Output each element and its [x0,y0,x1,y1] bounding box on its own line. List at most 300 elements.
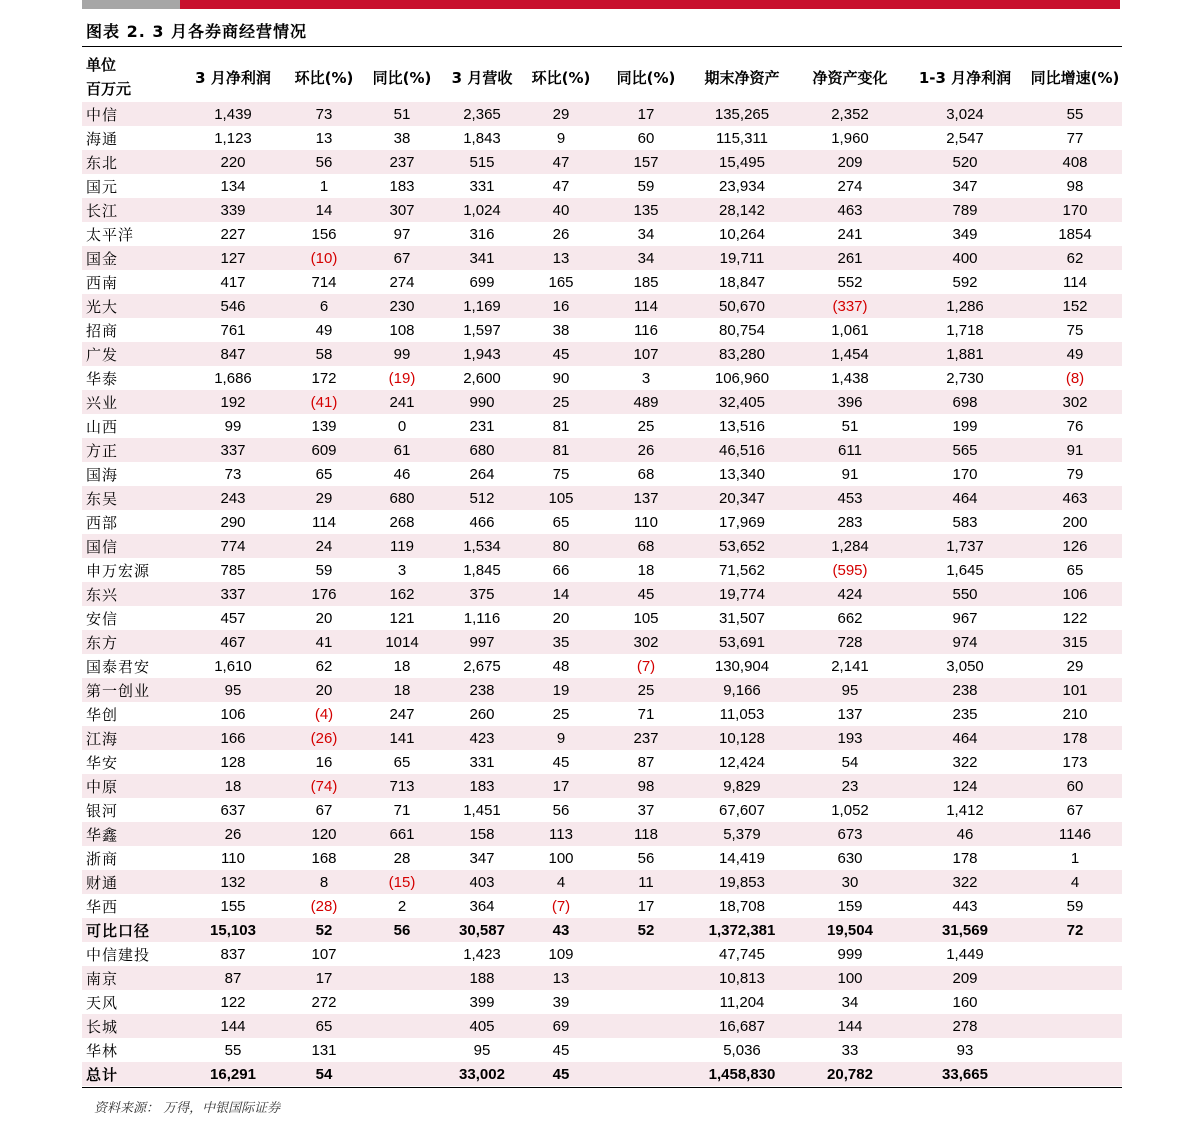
table-cell: 47,745 [686,942,798,966]
table-cell: 290 [174,510,292,534]
column-header: 环比(%) [531,68,591,87]
table-row [82,198,1122,222]
table-cell: 98 [606,774,686,798]
table-cell: 1,597 [448,318,516,342]
table-cell: 48 [516,654,606,678]
table-cell: 90 [516,366,606,390]
table-cell: 65 [292,1014,356,1038]
table-cell: 260 [448,702,516,726]
table-cell: 489 [606,390,686,414]
table-cell: 16 [292,750,356,774]
table-cell: 967 [902,606,1028,630]
table-cell: 337 [174,582,292,606]
table-cell: 170 [1028,198,1122,222]
table-row [82,990,1122,1014]
table-cell: 75 [1028,318,1122,342]
table-cell: 16,687 [686,1014,798,1038]
table-cell: 227 [174,222,292,246]
table-cell: 157 [606,150,686,174]
table-cell: 28,142 [686,198,798,222]
table-cell [356,1014,448,1038]
source-note: 资料来源： 万得，中银国际证券 [94,1101,281,1116]
table-cell: 10,813 [686,966,798,990]
table-cell: 9,829 [686,774,798,798]
broker-name: 国海 [82,462,174,486]
table-cell: 18 [174,774,292,798]
broker-name: 中信建投 [82,942,174,966]
broker-name: 光大 [82,294,174,318]
table-cell: 13 [516,966,606,990]
broker-name: 兴业 [82,390,174,414]
table-cell: 122 [174,990,292,1014]
table-cell: 67 [356,246,448,270]
table-cell: 15,103 [174,918,292,942]
table-cell: 467 [174,630,292,654]
table-cell: 113 [516,822,606,846]
table-row [82,726,1122,750]
table-cell: 662 [798,606,902,630]
table-cell: 331 [448,174,516,198]
broker-name: 华林 [82,1038,174,1062]
table-cell: (10) [292,246,356,270]
table-cell: 20,782 [798,1062,902,1086]
table-cell: 81 [516,414,606,438]
table-cell: 210 [1028,702,1122,726]
table-cell: 65 [356,750,448,774]
table-cell: 144 [798,1014,902,1038]
table-cell [1028,942,1122,966]
table-cell: 79 [1028,462,1122,486]
table-cell: 999 [798,942,902,966]
table-cell: 399 [448,990,516,1014]
table-cell: 83,280 [686,342,798,366]
table-cell: 45 [516,342,606,366]
broker-name: 山西 [82,414,174,438]
table-cell: 193 [798,726,902,750]
table-cell: 512 [448,486,516,510]
table-cell: 699 [448,270,516,294]
table-cell: 761 [174,318,292,342]
table-cell: 630 [798,846,902,870]
table-cell: 680 [448,438,516,462]
table-cell: 93 [902,1038,1028,1062]
bottom-rule [82,1087,1122,1088]
table-cell: 192 [174,390,292,414]
table-cell [606,942,686,966]
table-row [82,150,1122,174]
table-cell: 56 [356,918,448,942]
table-cell: 237 [356,150,448,174]
table-cell: 69 [516,1014,606,1038]
table-cell: 80 [516,534,606,558]
table-cell: 53,691 [686,630,798,654]
table-cell: 25 [516,390,606,414]
table-cell: 152 [1028,294,1122,318]
table-cell: 135 [606,198,686,222]
table-cell: 8 [292,870,356,894]
table-cell: 45 [516,1038,606,1062]
table-cell: 546 [174,294,292,318]
table-cell: 18 [606,558,686,582]
broker-name: 华安 [82,750,174,774]
table-cell: 637 [174,798,292,822]
table-cell: 87 [174,966,292,990]
table-cell: (28) [292,894,356,918]
table-cell: 188 [448,966,516,990]
table-cell: 341 [448,246,516,270]
table-cell: 1,116 [448,606,516,630]
table-cell: 183 [448,774,516,798]
broker-name: 华鑫 [82,822,174,846]
table-cell: (74) [292,774,356,798]
table-cell: 237 [606,726,686,750]
table-cell: 139 [292,414,356,438]
table-cell: 110 [174,846,292,870]
table-cell: 19,711 [686,246,798,270]
table-cell: 13 [516,246,606,270]
table-cell: 73 [292,102,356,126]
column-header: 同比(%) [372,68,432,87]
table-cell: 24 [292,534,356,558]
table-cell: 1,718 [902,318,1028,342]
table-cell: 53,652 [686,534,798,558]
table-cell: 172 [292,366,356,390]
table-cell: 31,569 [902,918,1028,942]
table-cell: 12,424 [686,750,798,774]
table-cell: 29 [292,486,356,510]
table-cell: 106 [1028,582,1122,606]
table-cell: 464 [902,486,1028,510]
table-cell: 20 [516,606,606,630]
table-cell: 45 [606,582,686,606]
table-cell: 1,737 [902,534,1028,558]
table-cell: 408 [1028,150,1122,174]
table-cell: 1,451 [448,798,516,822]
column-header: 期末净资产 [704,68,780,87]
table-cell [1028,1014,1122,1038]
broker-name: 东北 [82,150,174,174]
table-cell: 50,670 [686,294,798,318]
table-cell: 453 [798,486,902,510]
table-cell: 238 [448,678,516,702]
table-cell [356,990,448,1014]
broker-name: 华创 [82,702,174,726]
table-row [82,966,1122,990]
table-cell: 39 [516,990,606,1014]
table-cell: 100 [516,846,606,870]
table-cell: 698 [902,390,1028,414]
table-cell: 520 [902,150,1028,174]
table-cell [1028,966,1122,990]
table-cell: 65 [516,510,606,534]
table-cell: 38 [356,126,448,150]
table-cell: (7) [606,654,686,678]
table-row [82,462,1122,486]
table-cell: 46 [356,462,448,486]
table-cell: 1,052 [798,798,902,822]
table-row [82,390,1122,414]
table-cell: 337 [174,438,292,462]
table-cell: 118 [606,822,686,846]
table-cell: 283 [798,510,902,534]
table-cell: 32,405 [686,390,798,414]
table-cell: 14 [516,582,606,606]
table-row [82,222,1122,246]
header-unit: 单位 百万元 [86,56,132,98]
table-cell: 5,379 [686,822,798,846]
table-cell: 1,458,830 [686,1062,798,1086]
table-cell: 178 [902,846,1028,870]
table-cell: 18,847 [686,270,798,294]
table-cell: 121 [356,606,448,630]
table-cell: 11 [606,870,686,894]
table-cell [1028,990,1122,1014]
table-row [82,270,1122,294]
table-cell: 316 [448,222,516,246]
table-row [82,438,1122,462]
table-cell: 443 [902,894,1028,918]
table-cell: 1,881 [902,342,1028,366]
table-cell: 347 [902,174,1028,198]
table-cell: 33,002 [448,1062,516,1086]
broker-name: 西南 [82,270,174,294]
table-row [82,318,1122,342]
table-cell: 1 [292,174,356,198]
table-cell: 11,204 [686,990,798,1014]
table-cell: 131 [292,1038,356,1062]
table-cell: 52 [606,918,686,942]
table-cell: (8) [1028,366,1122,390]
table-cell: 132 [174,870,292,894]
table-cell: 159 [798,894,902,918]
table-cell: 714 [292,270,356,294]
table-cell: 13,340 [686,462,798,486]
broker-name: 安信 [82,606,174,630]
table-cell: (7) [516,894,606,918]
table-cell: 28 [356,846,448,870]
table-cell: 1,372,381 [686,918,798,942]
table-cell: 110 [606,510,686,534]
table-cell: 552 [798,270,902,294]
table-cell: 100 [798,966,902,990]
table-cell: 176 [292,582,356,606]
table-cell: 120 [292,822,356,846]
table-row [82,822,1122,846]
table-cell: 71 [606,702,686,726]
table-cell: 135,265 [686,102,798,126]
table-row [82,606,1122,630]
table-cell: 156 [292,222,356,246]
table-cell: 80,754 [686,318,798,342]
table-cell: 173 [1028,750,1122,774]
table-cell: 51 [356,102,448,126]
table-cell: 274 [356,270,448,294]
table-cell: 1,061 [798,318,902,342]
table-cell: 34 [606,246,686,270]
table-cell: 1,169 [448,294,516,318]
table-cell: 241 [356,390,448,414]
table-cell: 728 [798,630,902,654]
broker-name: 总计 [82,1062,174,1086]
table-cell: 1854 [1028,222,1122,246]
table-cell: 1,423 [448,942,516,966]
table-row [82,582,1122,606]
broker-name: 中原 [82,774,174,798]
broker-name: 天风 [82,990,174,1014]
table-cell: 183 [356,174,448,198]
table-cell: (15) [356,870,448,894]
table-cell: 46 [902,822,1028,846]
broker-name: 江海 [82,726,174,750]
table-cell: 515 [448,150,516,174]
table-cell: 17 [606,894,686,918]
table-cell: 789 [902,198,1028,222]
table-cell: 122 [1028,606,1122,630]
table-cell: 56 [516,798,606,822]
table-cell: 17 [292,966,356,990]
table-cell: 322 [902,750,1028,774]
column-header: 3 月净利润 [195,68,271,87]
table-cell: 2,675 [448,654,516,678]
table-cell: 4 [516,870,606,894]
table-cell: 565 [902,438,1028,462]
table-cell: 18 [356,654,448,678]
table-cell: 247 [356,702,448,726]
table-cell: 997 [448,630,516,654]
table-cell: 59 [1028,894,1122,918]
table-cell: 26 [174,822,292,846]
table-cell: 1,686 [174,366,292,390]
table-cell: 14,419 [686,846,798,870]
broker-name: 太平洋 [82,222,174,246]
broker-name: 方正 [82,438,174,462]
column-header: 同比增速(%) [1030,68,1120,87]
table-cell: 10,264 [686,222,798,246]
table-cell: 52 [292,918,356,942]
table-cell: 274 [798,174,902,198]
table-cell: 47 [516,150,606,174]
table-cell: 231 [448,414,516,438]
table-cell: 18 [356,678,448,702]
table-cell: 158 [448,822,516,846]
table-cell: 990 [448,390,516,414]
table-cell: 25 [606,678,686,702]
table-cell: 75 [516,462,606,486]
table-cell: 339 [174,198,292,222]
table-cell: 30 [798,870,902,894]
table-cell [356,966,448,990]
broker-name: 东吴 [82,486,174,510]
table-cell: 126 [1028,534,1122,558]
table-cell: 124 [902,774,1028,798]
broker-name: 国信 [82,534,174,558]
table-cell: 46,516 [686,438,798,462]
table-cell: 592 [902,270,1028,294]
table-cell: 4 [1028,870,1122,894]
table-row [82,654,1122,678]
table-cell: 31,507 [686,606,798,630]
table-cell: 847 [174,342,292,366]
table-row [82,294,1122,318]
table-cell: 2,352 [798,102,902,126]
table-cell: 95 [448,1038,516,1062]
table-cell: 1,645 [902,558,1028,582]
table-cell: 673 [798,822,902,846]
table-row [82,126,1122,150]
table-cell: 20,347 [686,486,798,510]
table-cell: 364 [448,894,516,918]
table-cell: 261 [798,246,902,270]
table-cell: 162 [356,582,448,606]
table-cell: 114 [1028,270,1122,294]
table-cell: 60 [1028,774,1122,798]
table-cell: 41 [292,630,356,654]
table-cell: 1,024 [448,198,516,222]
table-cell: 423 [448,726,516,750]
table-cell: 170 [902,462,1028,486]
table-cell: 1,438 [798,366,902,390]
table-cell: 713 [356,774,448,798]
table-cell: 19,774 [686,582,798,606]
table-cell [606,1038,686,1062]
table-cell: 141 [356,726,448,750]
table-cell: 347 [448,846,516,870]
table-cell [606,990,686,1014]
table-cell: 160 [902,990,1028,1014]
broker-name: 中信 [82,102,174,126]
table-cell: 185 [606,270,686,294]
table-row [82,702,1122,726]
table-cell: 3,024 [902,102,1028,126]
table-cell: 99 [174,414,292,438]
table-cell: 241 [798,222,902,246]
table-cell: 37 [606,798,686,822]
table-cell: 99 [356,342,448,366]
table-cell: 302 [1028,390,1122,414]
table-cell: 464 [902,726,1028,750]
table-cell: 1 [1028,846,1122,870]
table-cell: 65 [292,462,356,486]
table-cell: 73 [174,462,292,486]
table-cell: 71 [356,798,448,822]
table-row [82,1014,1122,1038]
table-cell: 144 [174,1014,292,1038]
table-cell: 55 [1028,102,1122,126]
table-cell: 238 [902,678,1028,702]
table-cell: 1,412 [902,798,1028,822]
table-cell: 130,904 [686,654,798,678]
table-cell: 47 [516,174,606,198]
header-bar-red [180,0,1120,9]
broker-name: 长城 [82,1014,174,1038]
table-cell: 18,708 [686,894,798,918]
table-cell: 45 [516,750,606,774]
broker-name: 国金 [82,246,174,270]
table-row [82,846,1122,870]
table-cell: 77 [1028,126,1122,150]
table-cell [606,1062,686,1086]
table-cell: 1,943 [448,342,516,366]
table-cell: 62 [292,654,356,678]
table-cell: 20 [292,678,356,702]
table-cell [1028,1062,1122,1086]
table-cell: 774 [174,534,292,558]
table-cell: 33,665 [902,1062,1028,1086]
table-cell: 106,960 [686,366,798,390]
table-cell: 56 [606,846,686,870]
table-cell: 23 [798,774,902,798]
table-cell: 3,050 [902,654,1028,678]
